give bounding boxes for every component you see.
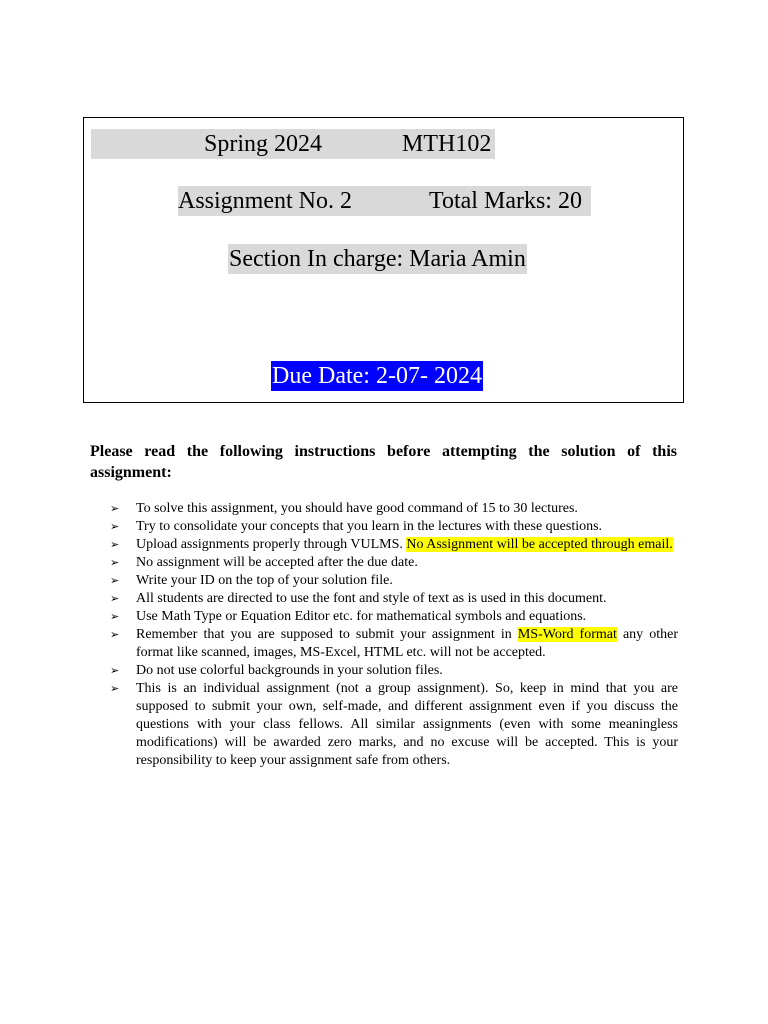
- instruction-text: Remember that you are supposed to submit your assignment in: [136, 627, 518, 642]
- assignment-marks-row: [178, 186, 591, 216]
- instruction-item: [110, 518, 678, 536]
- instruction-item: [110, 554, 678, 572]
- instruction-text-continued: any other format like scanned, images, MS-Excel, HTML etc. will not be accepted.: [136, 627, 679, 660]
- arrow-bullet-icon: ➢: [110, 574, 120, 587]
- instruction-item: [110, 680, 678, 770]
- instruction-item: [110, 608, 678, 626]
- arrow-bullet-icon: ➢: [110, 502, 120, 515]
- instruction-text: Use Math Type or Equation Editor etc. for mathematical symbols and equations.: [136, 609, 587, 624]
- instruction-item: [110, 572, 678, 590]
- arrow-bullet-icon: ➢: [110, 682, 120, 695]
- instruction-list: [110, 500, 678, 770]
- semester-label: Spring 2024: [204, 131, 323, 157]
- instruction-highlight: No Assignment will be accepted through email.: [406, 537, 673, 552]
- instruction-text: No assignment will be accepted after the due date.: [136, 555, 418, 570]
- instruction-text: Do not use colorful backgrounds in your solution files.: [136, 663, 443, 678]
- instruction-text: This is an individual assignment (not a group assignment). So, keep in mind that you are supposed to submit your own, self-made, and different assignment even if you discuss the questions with your class fellows. All similar assignments (even with some meaningless modifications) will be awarded zero marks, and no excuse will be accepted. This is your responsibility to keep your assignment safe from others.: [136, 681, 678, 768]
- total-marks: Total Marks: 20: [429, 188, 582, 214]
- arrow-bullet-icon: ➢: [110, 520, 120, 533]
- arrow-bullet-icon: ➢: [110, 592, 120, 605]
- instruction-item: [110, 500, 678, 518]
- instruction-item: [110, 662, 678, 680]
- due-date: Due Date: 2-07- 2024: [272, 363, 482, 389]
- instruction-text: Upload assignments properly through VULMS.: [136, 537, 407, 552]
- section-incharge: Section In charge: Maria Amin: [229, 246, 526, 272]
- assignment-header-box: [83, 117, 684, 403]
- instruction-highlight: MS-Word format: [517, 627, 617, 642]
- assignment-number: Assignment No. 2: [178, 188, 352, 214]
- semester-course-row: [91, 129, 495, 159]
- instruction-item: [110, 590, 678, 608]
- arrow-bullet-icon: ➢: [110, 556, 120, 569]
- course-code: MTH102: [402, 131, 492, 157]
- arrow-bullet-icon: ➢: [110, 538, 120, 551]
- arrow-bullet-icon: ➢: [110, 628, 120, 641]
- instruction-text: All students are directed to use the font and style of text as is used in this document.: [136, 591, 607, 606]
- instruction-text: Write your ID on the top of your solution file.: [136, 573, 393, 588]
- instruction-item: [110, 536, 678, 554]
- arrow-bullet-icon: ➢: [110, 664, 120, 677]
- instruction-text: Try to consolidate your concepts that you learn in the lectures with these questions.: [136, 519, 603, 534]
- instruction-text: To solve this assignment, you should have good command of 15 to 30 lectures.: [136, 501, 578, 516]
- instruction-item: [110, 626, 678, 662]
- instructions-intro: Please read the following instructions before attempting the solution of this assignment:: [90, 443, 677, 481]
- arrow-bullet-icon: ➢: [110, 610, 120, 623]
